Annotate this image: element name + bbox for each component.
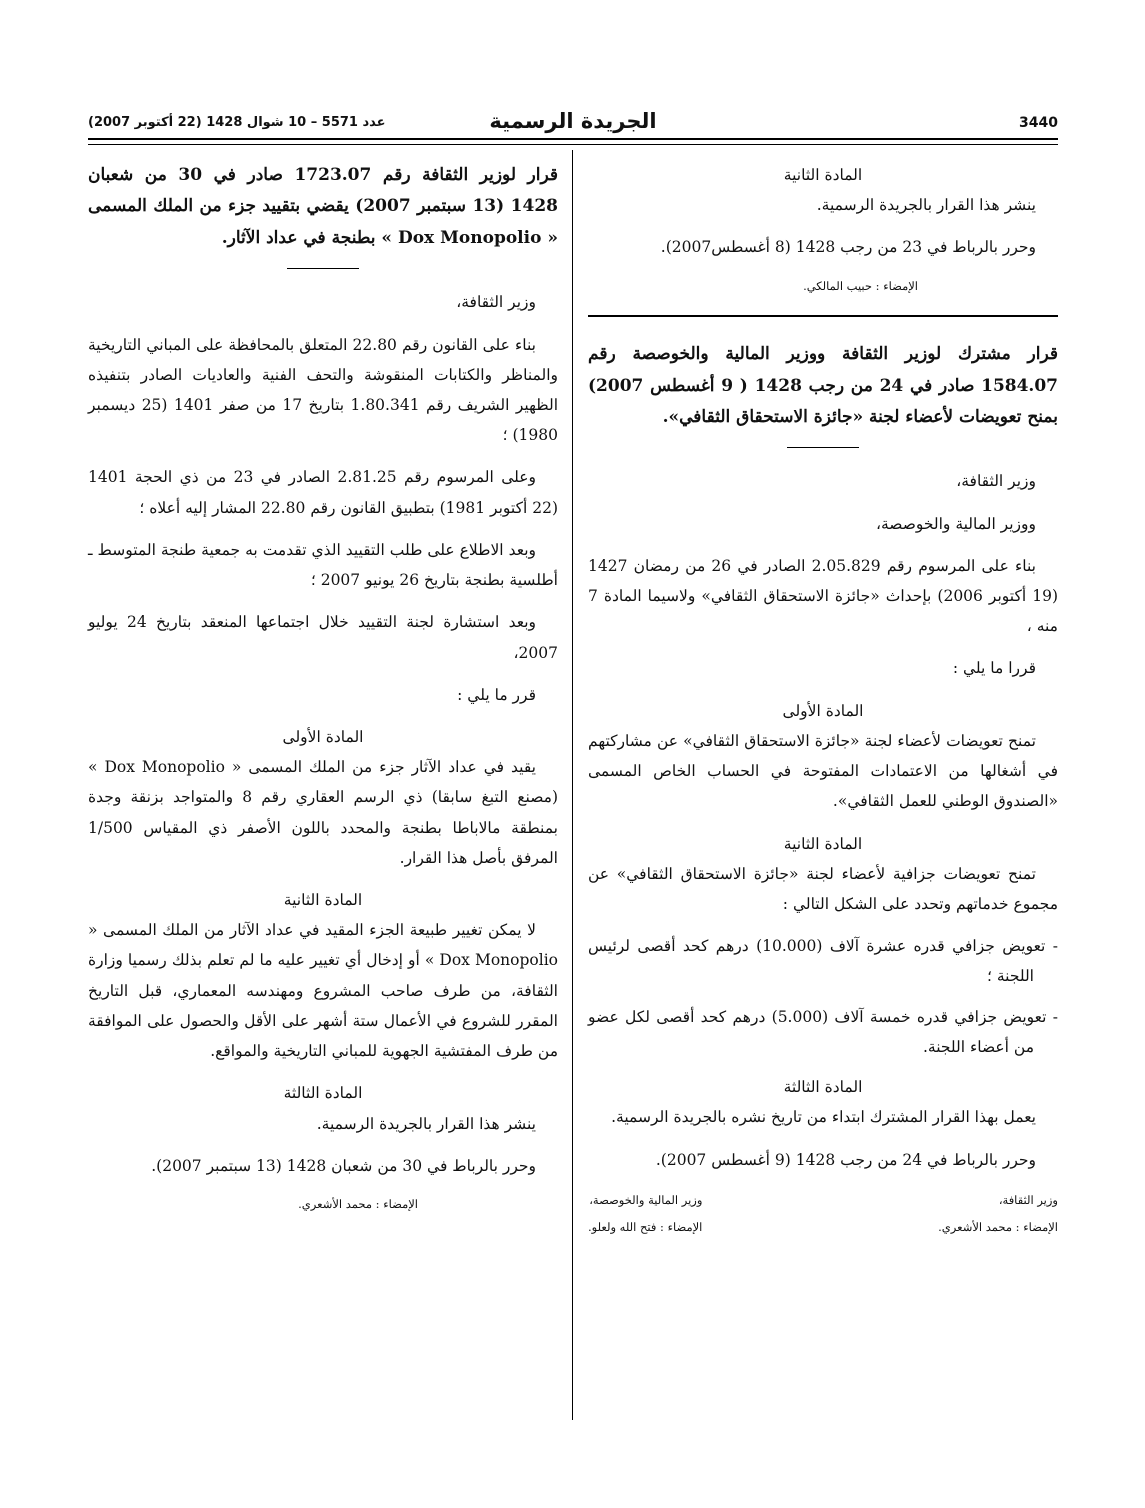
article3-heading: المادة الثالثة (283, 1084, 363, 1103)
minister: وزير الثقافة، (456, 293, 536, 312)
minister-culture: وزير الثقافة، (956, 472, 1036, 491)
minister-finance: ووزير المالية والخوصصة، (875, 514, 1036, 533)
column-divider (572, 150, 573, 1420)
article1-heading: المادة الأولى (282, 727, 364, 746)
prev-done-at: وحرر بالرباط في 23 من رجب 1428 (8 أغسطس2007). (660, 238, 1036, 257)
article3-text: يعمل بهذا القرار المشترك ابتداء من تاريخ نشره بالجريدة الرسمية. (611, 1108, 1036, 1127)
signature-title: وزير المالية والخوصصة، (589, 1192, 703, 1207)
section-rule (588, 315, 1058, 317)
done-at: وحرر بالرباط في 30 من شعبان 1428 (13 سبتمبر 2007). (151, 1156, 536, 1175)
short-rule (787, 447, 859, 448)
article2-text: تمنح تعويضات جزافية لأعضاء لجنة «جائزة الاستحقاق الثقافي» عن مجموع خدماتهم وتحدد على الشكل التالي : (588, 864, 1058, 914)
decree-title-left: قرار لوزير الثقافة رقم 1723.07 صادر في 30 من شعبان 1428 (13 سبتمبر 2007) يقضي بتقييد جزء من الملك المسمى « Dox Monopolio » بطنجة في عداد الآثار. (88, 165, 558, 248)
article2-heading: المادة الثانية (783, 834, 863, 853)
signature-name: الإمضاء : محمد الأشعري. (938, 1220, 1058, 1235)
left-column (88, 160, 558, 1229)
article3-text: ينشر هذا القرار بالجريدة الرسمية. (316, 1114, 536, 1133)
header-rule-thick (88, 138, 1058, 140)
article2-text: لا يمكن تغيير طبيعة الجزء المقيد في عداد الآثار من الملك المسمى « Dox Monopolio » أو إدخال أي تغيير عليه ما لم تعلم بذلك رسميا وزارة الثقافة، من طرف صاحب المشروع ومهندسه المعماري، قبل التاريخ المقرر للشروع في الأعمال ستة أشهر على الأقل والحصول على الموافقة من طرف المفتشية الجهوية للمباني التاريخية والمواقع. (88, 921, 558, 1061)
signature-title: وزير الثقافة، (998, 1192, 1058, 1207)
decided: قرر ما يلي : (457, 685, 536, 704)
signature-name: الإمضاء : فتح الله ولعلو. (588, 1220, 703, 1235)
article2-heading: المادة الثانية (283, 891, 363, 910)
signature-culture (938, 1187, 1058, 1242)
signature: الإمضاء : محمد الأشعري. (298, 1197, 418, 1211)
preamble-1: بناء على القانون رقم 22.80 المتعلق بالمحافظة على المباني التاريخية والمناظر والكتابات المنقوشة والتحف الفنية والعاديات الصادر بتنفيذه الظهير الشريف رقم 1.80.341 بتاريخ 17 من صفر 1401 (25 ديسمبر 1980) ؛ (88, 335, 558, 445)
prev-article-text: ينشر هذا القرار بالجريدة الرسمية. (816, 196, 1036, 215)
page-number: 3440 (1019, 115, 1058, 131)
preamble-3: وبعد الاطلاع على طلب التقييد الذي تقدمت به جمعية طنجة المتوسط ـ أطلسية بطنجة بتاريخ 26 يونيو 2007 ؛ (88, 540, 558, 590)
bullet-item: - تعويض جزافي قدره خمسة آلاف (5.000) درهم كحد أقصى لكل عضو من أعضاء اللجنة. (588, 1007, 1058, 1056)
preamble: بناء على المرسوم رقم 2.05.829 الصادر في 26 من رمضان 1427 (19 أكتوبر 2006) بإحداث «جائزة الاستحقاق الثقافي» ولاسيما المادة 7 منه ، (588, 556, 1058, 636)
short-rule (287, 268, 359, 269)
gazette-title: الجريدة الرسمية (489, 109, 657, 133)
article3-heading: المادة الثالثة (783, 1078, 863, 1097)
preamble-4: وبعد استشارة لجنة التقييد خلال اجتماعها المنعقد بتاريخ 24 يوليو 2007، (88, 613, 558, 662)
article1-text: يقيد في عداد الآثار جزء من الملك المسمى « Dox Monopolio » (مصنع التبغ سابقا) ذي الرسم العقاري رقم 8 والمتواجد بزنقة وجدة بمنطقة مالاباطا بطنجة والمحدد باللون الأصفر ذي المقياس 1/500 المرفق بأصل هذا القرار. (88, 758, 558, 867)
decree-title-right: قرار مشترك لوزير الثقافة ووزير المالية والخوصصة رقم 1584.07 صادر في 24 من رجب 1428 ( 9 أغسطس 2007) بمنح تعويضات لأعضاء لجنة «جائزة الاستحقاق الثقافي». (588, 344, 1058, 427)
issue-info: عدد 5571 – 10 شوال 1428 (22 أكتوبر 2007) (88, 115, 386, 130)
prev-signature: الإمضاء : حبيب المالكي. (803, 278, 918, 293)
bullet-item: - تعويض جزافي قدره عشرة آلاف (10.000) درهم كحد أقصى لرئيس اللجنة ؛ (588, 937, 1058, 986)
prev-article-heading: المادة الثانية (783, 166, 863, 184)
decided: قررا ما يلي : (952, 659, 1036, 678)
article1-text: تمنح تعويضات لأعضاء لجنة «جائزة الاستحقاق الثقافي» عن مشاركتهم في أشغالها من الاعتمادات المفتوحة في الحساب الخاص المسمى «الصندوق الوطني للعمل الثقافي». (588, 731, 1058, 811)
article1-heading: المادة الأولى (782, 701, 864, 720)
signature-finance (588, 1187, 702, 1242)
header-rule-thin (88, 144, 1058, 145)
signatures (588, 1187, 1058, 1242)
preamble-2: وعلى المرسوم رقم 2.81.25 الصادر في 23 من ذي الحجة 1401 (22 أكتوبر 1981) بتطبيق القانون رقم 22.80 المشار إليه أعلاه ؛ (88, 468, 558, 517)
right-column (588, 160, 1058, 1242)
done-at: وحرر بالرباط في 24 من رجب 1428 (9 أغسطس 2007). (655, 1150, 1036, 1169)
